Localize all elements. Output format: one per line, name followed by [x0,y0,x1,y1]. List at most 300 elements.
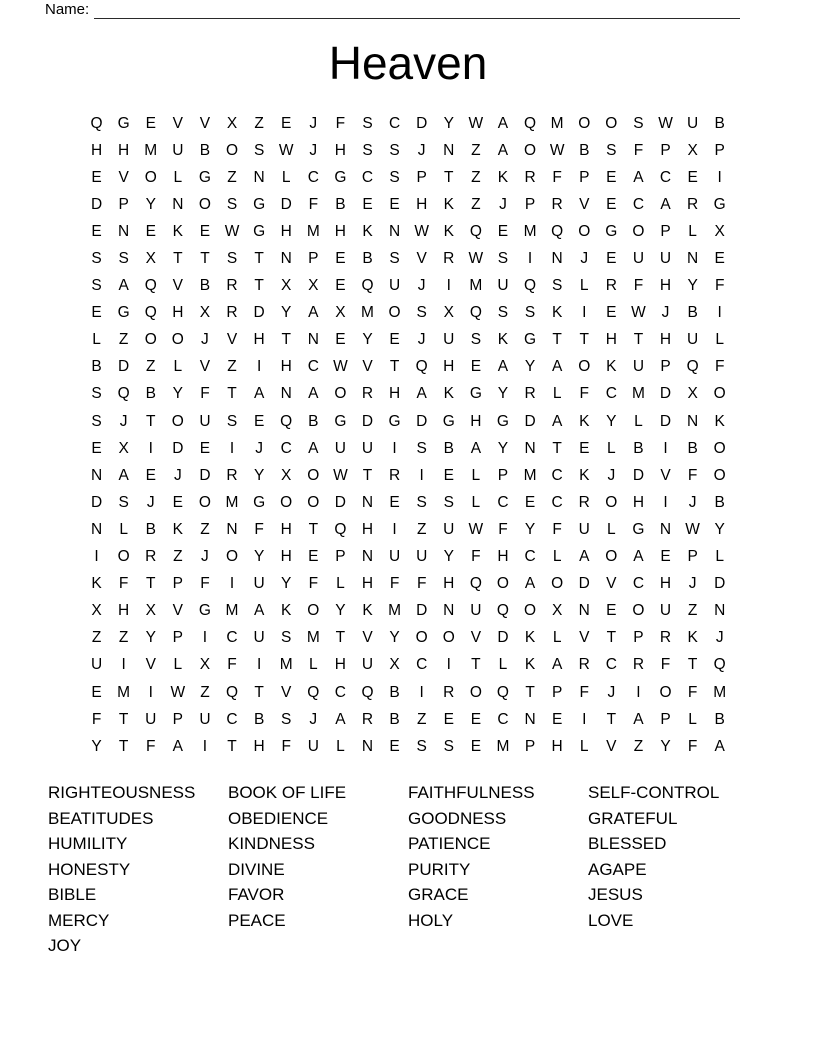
grid-letter: C [551,466,563,484]
grid-letter: H [659,277,672,295]
grid-letter: J [607,466,616,484]
grid-letter: X [199,656,211,674]
grid-letter: O [605,493,618,511]
grid-letter: K [281,602,292,620]
grid-letter: J [119,412,128,430]
grid-letter: O [713,466,726,484]
grid-letter: E [145,222,156,240]
grid-letter: C [388,114,401,132]
grid-letter: D [632,466,645,484]
grid-letter: L [498,656,508,674]
grid-letter: W [278,141,294,159]
grid-letter: K [497,168,509,186]
grid-letter: N [659,520,672,538]
grid-letter: I [121,656,126,674]
grid-letter: M [306,222,320,240]
grid-letter: J [580,250,589,268]
grid-letter: M [361,304,374,322]
grid-letter: C [497,493,509,511]
grid-letter: E [145,466,156,484]
grid-letter: F [552,520,562,538]
grid-letter: I [229,575,235,593]
grid-letter: L [579,737,589,755]
grid-letter: M [496,737,510,755]
grid-letter: D [416,114,428,132]
grid-letter: A [551,412,563,430]
grid-letter: P [308,250,319,268]
grid-letter: Z [118,629,129,647]
grid-letter: C [280,439,292,457]
grid-letter: Y [524,520,536,538]
grid-letter: J [255,439,263,457]
grid-letter: A [118,466,129,484]
grid-letter: N [388,222,401,240]
grid-letter: G [496,412,509,430]
grid-letter: T [227,385,237,403]
grid-letter: U [687,114,699,132]
grid-letter: I [419,683,424,701]
grid-letter: A [172,737,183,755]
grid-letter: E [253,412,265,430]
grid-letter: M [388,602,402,620]
grid-letter: W [333,466,348,484]
grid-letter: H [334,222,346,240]
grid-letter: X [335,304,346,322]
grid-letter: Z [200,683,210,701]
grid-letter: D [172,439,184,457]
grid-letter: K [443,195,454,213]
grid-letter: B [91,358,102,376]
grid-letter: H [361,520,374,538]
grid-letter: C [226,629,238,647]
grid-letter: F [471,548,481,566]
grid-letter: U [470,602,482,620]
grid-letter: A [335,710,346,728]
grid-letter: A [633,710,644,728]
grid-letter: D [416,412,428,430]
grid-letter: L [92,331,101,349]
grid-letter: T [362,466,373,484]
grid-letter: U [632,250,645,268]
grid-letter: X [145,250,156,268]
grid-letter: B [687,439,698,457]
grid-letter: D [659,385,672,403]
grid-letter: C [632,195,645,213]
grid-letter: J [201,331,209,349]
grid-letter: K [579,466,590,484]
grid-letter: T [173,250,183,268]
grid-letter: O [578,114,591,132]
grid-letter: P [551,683,563,701]
grid-letter: R [632,656,645,674]
grid-letter: O [578,222,591,240]
word-list-item: HUMILITY [48,834,128,853]
grid-letter: J [173,466,182,484]
grid-letter: A [253,385,265,403]
grid-letter: Y [91,737,102,755]
grid-letter: I [527,250,533,268]
grid-letter: S [118,250,129,268]
grid-letter: Y [362,331,373,349]
grid-letter: T [606,710,617,728]
grid-letter: J [688,493,697,511]
grid-letter: T [687,656,698,674]
grid-letter: T [552,439,562,457]
grid-letter: N [687,412,699,430]
grid-letter: F [579,385,589,403]
grid-letter: S [226,412,238,430]
grid-letter: H [334,141,346,159]
grid-letter: Q [524,277,537,295]
grid-letter: E [91,304,102,322]
grid-letter: F [579,683,589,701]
grid-letter: S [281,710,292,728]
grid-letter: V [172,602,183,620]
grid-letter: X [118,439,129,457]
grid-letter: O [117,548,130,566]
grid-letter: N [524,710,536,728]
grid-letter: K [687,629,698,647]
grid-letter: A [497,358,509,376]
grid-letter: C [605,385,617,403]
grid-letter: H [118,602,130,620]
grid-letter: A [416,385,427,403]
word-list-item: GRACE [408,885,469,904]
grid-letter: W [468,250,484,268]
grid-letter: E [606,304,617,322]
grid-letter: J [309,114,318,132]
grid-letter: H [118,141,130,159]
grid-letter: A [633,548,644,566]
grid-letter: V [416,250,427,268]
grid-letter: O [713,439,726,457]
grid-letter: T [227,737,237,755]
grid-letter: O [307,493,320,511]
grid-letter: Q [361,683,374,701]
grid-letter: K [524,629,536,647]
grid-letter: A [633,168,644,186]
grid-letter: F [308,195,319,213]
grid-letter: E [389,331,400,349]
grid-letter: I [256,656,262,674]
grid-letter: M [117,683,131,701]
grid-letter: Y [660,737,671,755]
grid-letter: S [389,168,400,186]
grid-letter: O [605,548,618,566]
grid-letter: D [90,195,103,213]
grid-letter: O [280,493,293,511]
grid-letter: L [308,656,318,674]
grid-letter: K [606,358,617,376]
grid-letter: Z [687,602,698,620]
grid-letter: V [281,683,292,701]
grid-letter: V [172,277,183,295]
grid-letter: W [658,114,673,132]
grid-letter: D [659,412,672,430]
grid-letter: Z [254,114,264,132]
grid-letter: F [687,737,698,755]
grid-letter: M [225,602,239,620]
grid-letter: O [469,683,482,701]
grid-letter: A [118,277,129,295]
grid-letter: G [253,195,266,213]
grid-letter: N [118,222,130,240]
grid-letter: I [392,439,397,457]
grid-letter: A [253,602,265,620]
grid-letter: D [90,493,103,511]
grid-letter: Z [416,710,427,728]
grid-letter: A [470,439,482,457]
grid-letter: P [524,195,536,213]
grid-letter: G [605,222,618,240]
grid-letter: E [470,358,482,376]
grid-letter: S [91,250,102,268]
grid-letter: I [392,520,397,538]
grid-letter: F [660,656,671,674]
grid-letter: J [688,575,697,593]
grid-letter: B [308,412,319,430]
grid-letter: Q [469,304,482,322]
grid-letter: H [632,493,645,511]
grid-letter: E [606,250,617,268]
grid-letter: J [417,331,426,349]
word-list [48,780,768,959]
grid-letter: N [253,168,265,186]
grid-letter: B [714,114,725,132]
grid-letter: S [91,412,102,430]
grid-letter: F [254,520,264,538]
grid-letter: I [202,629,208,647]
grid-letter: B [389,710,400,728]
grid-letter: M [225,493,239,511]
grid-letter: T [281,331,291,349]
grid-letter: D [578,575,590,593]
grid-letter: M [469,277,483,295]
grid-letter: E [497,222,509,240]
grid-letter: I [202,737,208,755]
grid-letter: B [199,141,211,159]
grid-letter: T [118,710,129,728]
grid-letter: Y [172,385,183,403]
grid-letter: E [281,114,292,132]
grid-letter: G [253,222,266,240]
grid-letter: O [388,304,401,322]
grid-letter: S [91,385,102,403]
grid-letter: H [443,575,455,593]
grid-letter: Q [225,683,239,701]
grid-letter: N [551,250,563,268]
grid-letter: F [335,114,346,132]
grid-letter: C [551,493,563,511]
name-label: Name: [45,1,90,18]
grid-letter: N [307,331,319,349]
grid-letter: N [280,385,292,403]
grid-letter: U [443,520,455,538]
word-list-item: KINDNESS [228,834,315,853]
word-list-column [48,780,228,959]
grid-letter: M [306,629,320,647]
grid-letter: B [633,439,644,457]
grid-letter: L [552,548,562,566]
grid-letter: G [334,412,347,430]
grid-letter: K [362,602,373,620]
grid-letter: M [631,385,645,403]
grid-letter: B [687,304,698,322]
grid-letter: X [308,277,319,295]
grid-letter: S [497,304,509,322]
grid-letter: I [663,439,668,457]
grid-letter: O [524,602,537,620]
grid-letter: E [199,222,211,240]
grid-letter: U [497,277,509,295]
grid-letter: I [717,168,722,186]
grid-letter: Y [714,520,725,538]
grid-letter: L [552,385,562,403]
grid-letter: A [714,737,725,755]
grid-letter: S [551,277,563,295]
grid-letter: X [281,466,292,484]
grid-letter: E [606,168,617,186]
grid-letter: R [443,250,455,268]
grid-letter: P [335,548,346,566]
grid-letter: I [419,466,424,484]
grid-letter: J [309,710,318,728]
grid-letter: E [362,195,373,213]
grid-letter: T [146,575,156,593]
grid-letter: S [443,737,454,755]
grid-letter: J [309,141,318,159]
grid-letter: N [90,520,103,538]
grid-letter: V [199,114,211,132]
grid-letter: X [281,277,292,295]
grid-letter: R [659,629,672,647]
grid-letter: U [388,277,401,295]
grid-letter: X [199,304,211,322]
grid-letter: F [714,277,725,295]
grid-letter: Y [687,277,698,295]
grid-letter: F [714,358,725,376]
grid-letter: L [552,629,562,647]
grid-letter: Z [471,195,481,213]
grid-letter: K [579,412,590,430]
grid-letter: N [687,250,699,268]
grid-letter: Q [117,385,130,403]
grid-letter: H [280,358,292,376]
grid-letter: E [606,195,617,213]
grid-letter: U [253,575,265,593]
grid-letter: F [227,656,237,674]
grid-letter: P [633,629,644,647]
grid-letter: D [199,466,211,484]
grid-letter: A [308,439,319,457]
name-row [45,1,740,19]
grid-letter: Z [227,168,237,186]
grid-letter: S [281,629,292,647]
grid-letter: D [280,195,292,213]
grid-letter: X [687,385,698,403]
grid-letter: E [91,439,102,457]
grid-letter: R [226,466,238,484]
grid-letter: M [279,656,293,674]
grid-letter: E [443,466,454,484]
grid-letter: Q [144,304,157,322]
grid-letter: X [551,602,563,620]
grid-letter: S [416,304,427,322]
grid-letter: N [361,493,374,511]
grid-letter: D [524,412,536,430]
grid-letter: P [172,710,183,728]
grid-letter: P [714,141,725,159]
grid-letter: P [172,629,183,647]
word-list-item: RIGHTEOUSNESS [48,783,196,802]
grid-letter: E [335,277,346,295]
grid-letter: O [144,331,157,349]
grid-letter: H [253,331,265,349]
grid-letter: E [524,493,536,511]
grid-letter: P [660,222,671,240]
grid-letter: S [416,737,427,755]
grid-letter: P [497,466,509,484]
grid-letter: S [470,331,482,349]
grid-letter: K [443,222,454,240]
grid-letter: G [632,520,645,538]
grid-letter: Y [145,629,156,647]
word-list-item: OBEDIENCE [228,808,329,828]
grid-letter: T [444,168,454,186]
grid-letter: U [416,548,428,566]
grid-letter: Y [253,548,265,566]
grid-letter: I [148,683,153,701]
puzzle-title: Heaven [328,37,488,89]
grid-letter: S [362,114,373,132]
grid-letter: Z [200,520,210,538]
grid-letter: T [146,412,156,430]
grid-letter: U [172,141,184,159]
grid-letter: J [607,683,616,701]
grid-letter: G [442,412,455,430]
grid-letter: R [524,385,536,403]
grid-letter: Y [497,439,509,457]
grid-letter: Q [496,602,509,620]
grid-letter: S [633,114,644,132]
grid-letter: B [714,493,725,511]
grid-letter: U [578,520,590,538]
grid-letter: G [198,602,211,620]
grid-letter: S [226,250,238,268]
grid-letter: B [714,710,725,728]
grid-letter: R [524,168,536,186]
grid-letter: P [579,168,590,186]
grid-letter: U [199,710,211,728]
grid-letter: W [414,222,429,240]
grid-letter: N [172,195,184,213]
grid-letter: G [198,168,211,186]
grid-letter: Q [524,114,537,132]
name-fill-line [94,1,740,19]
grid-letter: W [468,114,484,132]
grid-letter: X [91,602,102,620]
grid-letter: E [335,331,346,349]
grid-letter: P [660,141,671,159]
grid-letter: X [389,656,400,674]
grid-letter: O [307,466,320,484]
grid-letter: Z [91,629,102,647]
grid-letter: N [361,737,374,755]
grid-letter: V [172,114,183,132]
grid-letter: G [117,304,130,322]
grid-letter: B [335,195,346,213]
grid-letter: U [659,250,672,268]
